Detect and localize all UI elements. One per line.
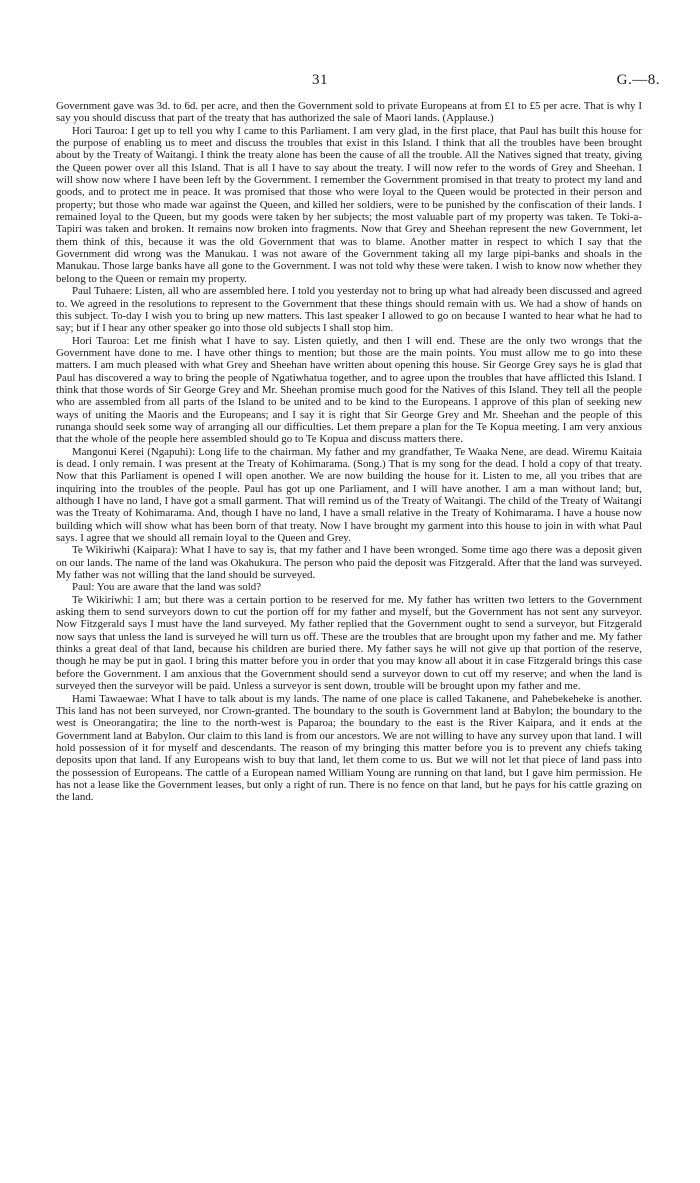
body-text bbox=[56, 100, 642, 804]
paragraph: Mangonui Kerei (Ngapuhi): Long life to the chairman. My father and my grandfather, Te Waaka Nene, are dead. Wiremu Kaitaia is dead. I only remain. I was present at the Treaty of Kohimarama. (Song.) That is my song for the dead. I hold a copy of that treaty. Now that this Parliament is opened I will open another. We are now building the house for it. Listen to me, all you tribes that are inquiring into the troubles of the people. Paul has got up one Parliament, and I will have another. I am a man without land; but, although I have no land, I have got a small garment. That will remind us of the Treaty of Waitangi. The child of the Treaty of Waitangi was the Treaty of Kohimarama. And, though I have no land, I have a small relative in the Treaty of Kohimarama. I have a house now building which will show what has been born of that treaty. Now I have brought my garment into this house to join in with what Paul says. I agree that we should all remain loyal to the Queen and Grey. bbox=[56, 445, 642, 545]
page-reference: G.—8. bbox=[616, 72, 660, 88]
paragraph: Government gave was 3d. to 6d. per acre, and then the Government sold to private Europeans at from £1 to £5 per acre. That is why I say you should discuss that part of the treaty that has authorized the sale of Maori lands. (Applause.) bbox=[56, 100, 642, 125]
paragraph: Te Wikiriwhi (Kaipara): What I have to say is, that my father and I have been wronged. Some time ago there was a deposit given on our lands. The name of the land was Okahukura. The person who paid the deposit was Fitzgerald. After that the land was surveyed. My father was not willing that the land should be surveyed. bbox=[56, 544, 642, 582]
paragraph: Paul Tuhaere: Listen, all who are assembled here. I told you yesterday not to bring up what had already been discussed and agreed to. We agreed in the resolutions to represent to the Government that these things should remain with us. We had a show of hands on this subject. To-day I wish you to bring up new matters. This last speaker I allowed to go on because I wanted to hear what he had to say; but if I hear any other speaker go into those old subjects I shall stop him. bbox=[56, 285, 642, 335]
paragraph: Paul: You are aware that the land was sold? bbox=[72, 581, 262, 594]
paragraph: Hami Tawaewae: What I have to talk about is my lands. The name of one place is called Takanene, and Pahebekeheke is another. This land has not been surveyed, nor Crown-granted. The boundary to the south is Government land at Babylon; the boundary to the west is Oneorangatira; the line to the north-west is Paparoa; the boundary to the east is the River Kaipara, and it ends at the Government land at Babylon. Our claim to this land is from our ancestors. We are not willing to have any survey upon that land. I will hold possession of it for myself and descendants. The reason of my bringing this matter before you is to prevent any chiefs taking deposits upon that land. If any Europeans wish to buy that land, let them come to us. But we will not let that piece of land pass into the possession of Europeans. The cattle of a European named William Young are running on that land, but I gave him permission. He has not a lease like the Government leases, but only a right of run. There is no fence on that land, but he pays for his cattle grazing on the land. bbox=[56, 692, 642, 804]
paragraph: Hori Tauroa: I get up to tell you why I came to this Parliament. I am very glad, in the first place, that Paul has built this house for the purpose of enabling us to meet and discuss the troubles that exist in this Island. I think that all the troubles have been brought about by the Treaty of Waitangi. I think the treaty alone has been the cause of all the trouble. All the Natives signed that treaty, giving the Queen power over all this Island. That is all I have to say about the treaty. I will now refer to the words of Grey and Sheehan. I will show now where I have been left by the Government. I remember the Government promised in that treaty to protect my land and goods, and to protect me in peace. It was promised that those who were loyal to the Queen would be protected in their person and property; but those who made war against the Queen, and killed her soldiers, were to be punished by the confiscation of their lands. I remained loyal to the Queen, but my goods were taken by her subjects; the most valuable part of my property was taken. Te Toki-a-Tapiri was taken and broken. It remains now broken into fragments. Now that Grey and Sheehan represent the new Government, let them think of this, because it was the old Government that was to blame. Another matter in respect to which I say that the Government did wrong was the Manukau. I was not aware of the Government taking all my large pipi-banks and shoals in the Manukau. Those large banks have all gone to the Government. I was not told why these were taken. I wish to know now whether they belong to the Queen or remain my property. bbox=[56, 124, 642, 285]
page-number: 31 bbox=[312, 72, 328, 88]
paragraph: Hori Tauroa: Let me finish what I have to say. Listen quietly, and then I will end. These are the only two wrongs that the Government have done to me. I have other things to mention; but those are the main points. You must allow me to go into these matters. I am much pleased with what Grey and Sheehan have written about opening this house. Sir George Grey says he is glad that Paul has discovered a way to bring the people of Ngatiwhatua together, and to agree upon the troubles that have afflicted this Island. I think that those words of Sir George Grey and Mr. Sheehan promise much good for the Natives of this Island. They tell all the people who are assembled from all parts of the Island to be united and to be kind to the Europeans. I approve of this plan of seeking new ways of uniting the Maoris and the Europeans; and I say it is right that Sir George Grey and Mr. Sheehan and the people of this runanga should seek some way of arranging all our difficulties. Let them prepare a plan for the Te Kopua meeting. I am very anxious that the whole of the people here assembled should go to Te Kopua and discuss matters there. bbox=[56, 334, 642, 446]
paragraph: Te Wikiriwhi: I am; but there was a certain portion to be reserved for me. My father has written two letters to the Government asking them to send surveyors down to cut the portion off for my father and myself, but the Government has not sent any surveyor. Now Fitzgerald says I must have the land surveyed. My father replied that the Government ought to send a surveyor, but Fitzgerald now says that unless the land is surveyed he will turn us off. These are the troubles that are brought upon my father and me. My father thinks a great deal of that land, because his children are buried there. My father says he will not give up that portion of the reserve, though he may be put in gaol. I bring this matter before you in order that you may know all about it in case Fitzgerald brings this case before the Government. I am anxious that the Government should send a surveyor down to cut off my reserve; and when the land is surveyed then the surveyor will be paid. Unless a surveyor is sent down, trouble will be brought upon my father and me. bbox=[56, 593, 642, 693]
